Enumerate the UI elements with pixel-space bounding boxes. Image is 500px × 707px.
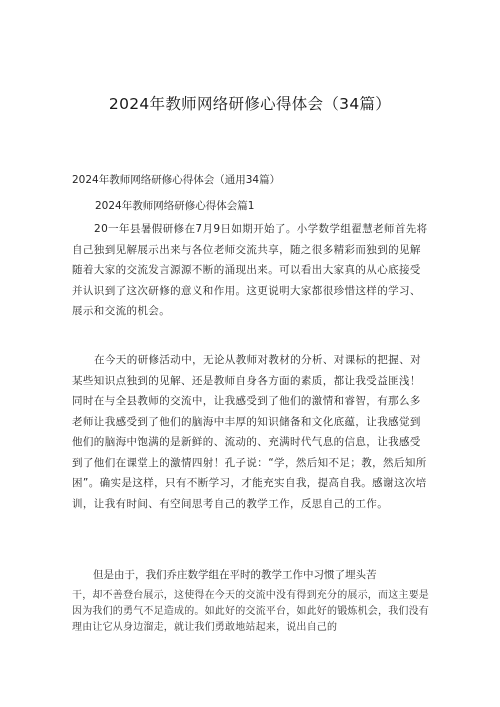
section-heading: 2024年教师网络研修心得体会篇1: [95, 200, 255, 212]
paragraph-3-continuation: 干，却不善登台展示，这使得在今天的交流中没有得到充分的展示，而这主要是因为我们的勇气不足造成的。如此好的交流平台，如此好的锻炼机会，我们没有理由让它从身边溜走，就让我们勇敢地站起来，说出自己的: [72, 590, 429, 633]
document-subtitle: 2024年教师网络研修心得体会（通用34篇）: [72, 174, 281, 186]
paragraph-1: [72, 219, 430, 322]
document-title: 2024年教师网络研修心得体会（34篇）: [108, 95, 392, 113]
paragraph-2: [72, 350, 430, 514]
paragraph-1-text: 20一年县暑假研修在7月9日如期开始了。小学数学组翟慧老师首先将自己独到见解展示出来与各位老师交流共享，随之很多精彩而独到的见解随着大家的交流发言源源不断的涌现出来。可以看出大家真的从心底接受并认识到了这次研修的意义和作用。这更说明大家都很珍惜这样的学习、展示和交流的机会。: [72, 223, 428, 317]
paragraph-2-text: 在今天的研修活动中，无论从教师对教材的分析、对课标的把握、对某些知识点独到的见解、还是教师自身各方面的素质，都让我受益匪浅！同时在与全县教师的交流中，让我感受到了他们的激情和睿智，有那么多老师让我感受到了他们的脑海中丰厚的知识储备和文化底蕴，让我感觉到他们的脑海中饱满的是新鲜的、流动的、充满时代气息的信息，让我感受到了他们在课堂上的激情四射！孔子说：“学，然后知不足；教，然后知所困”。确实是这样，只有不断学习，才能充实自我，提高自我。感谢这次培训，让我有时间、有空间思考自己的教学工作，反思自己的工作。: [72, 354, 427, 510]
paragraph-3-first-line: 但是由于，我们乔庄数学组在平时的教学工作中习惯了埋头苦: [93, 569, 377, 581]
